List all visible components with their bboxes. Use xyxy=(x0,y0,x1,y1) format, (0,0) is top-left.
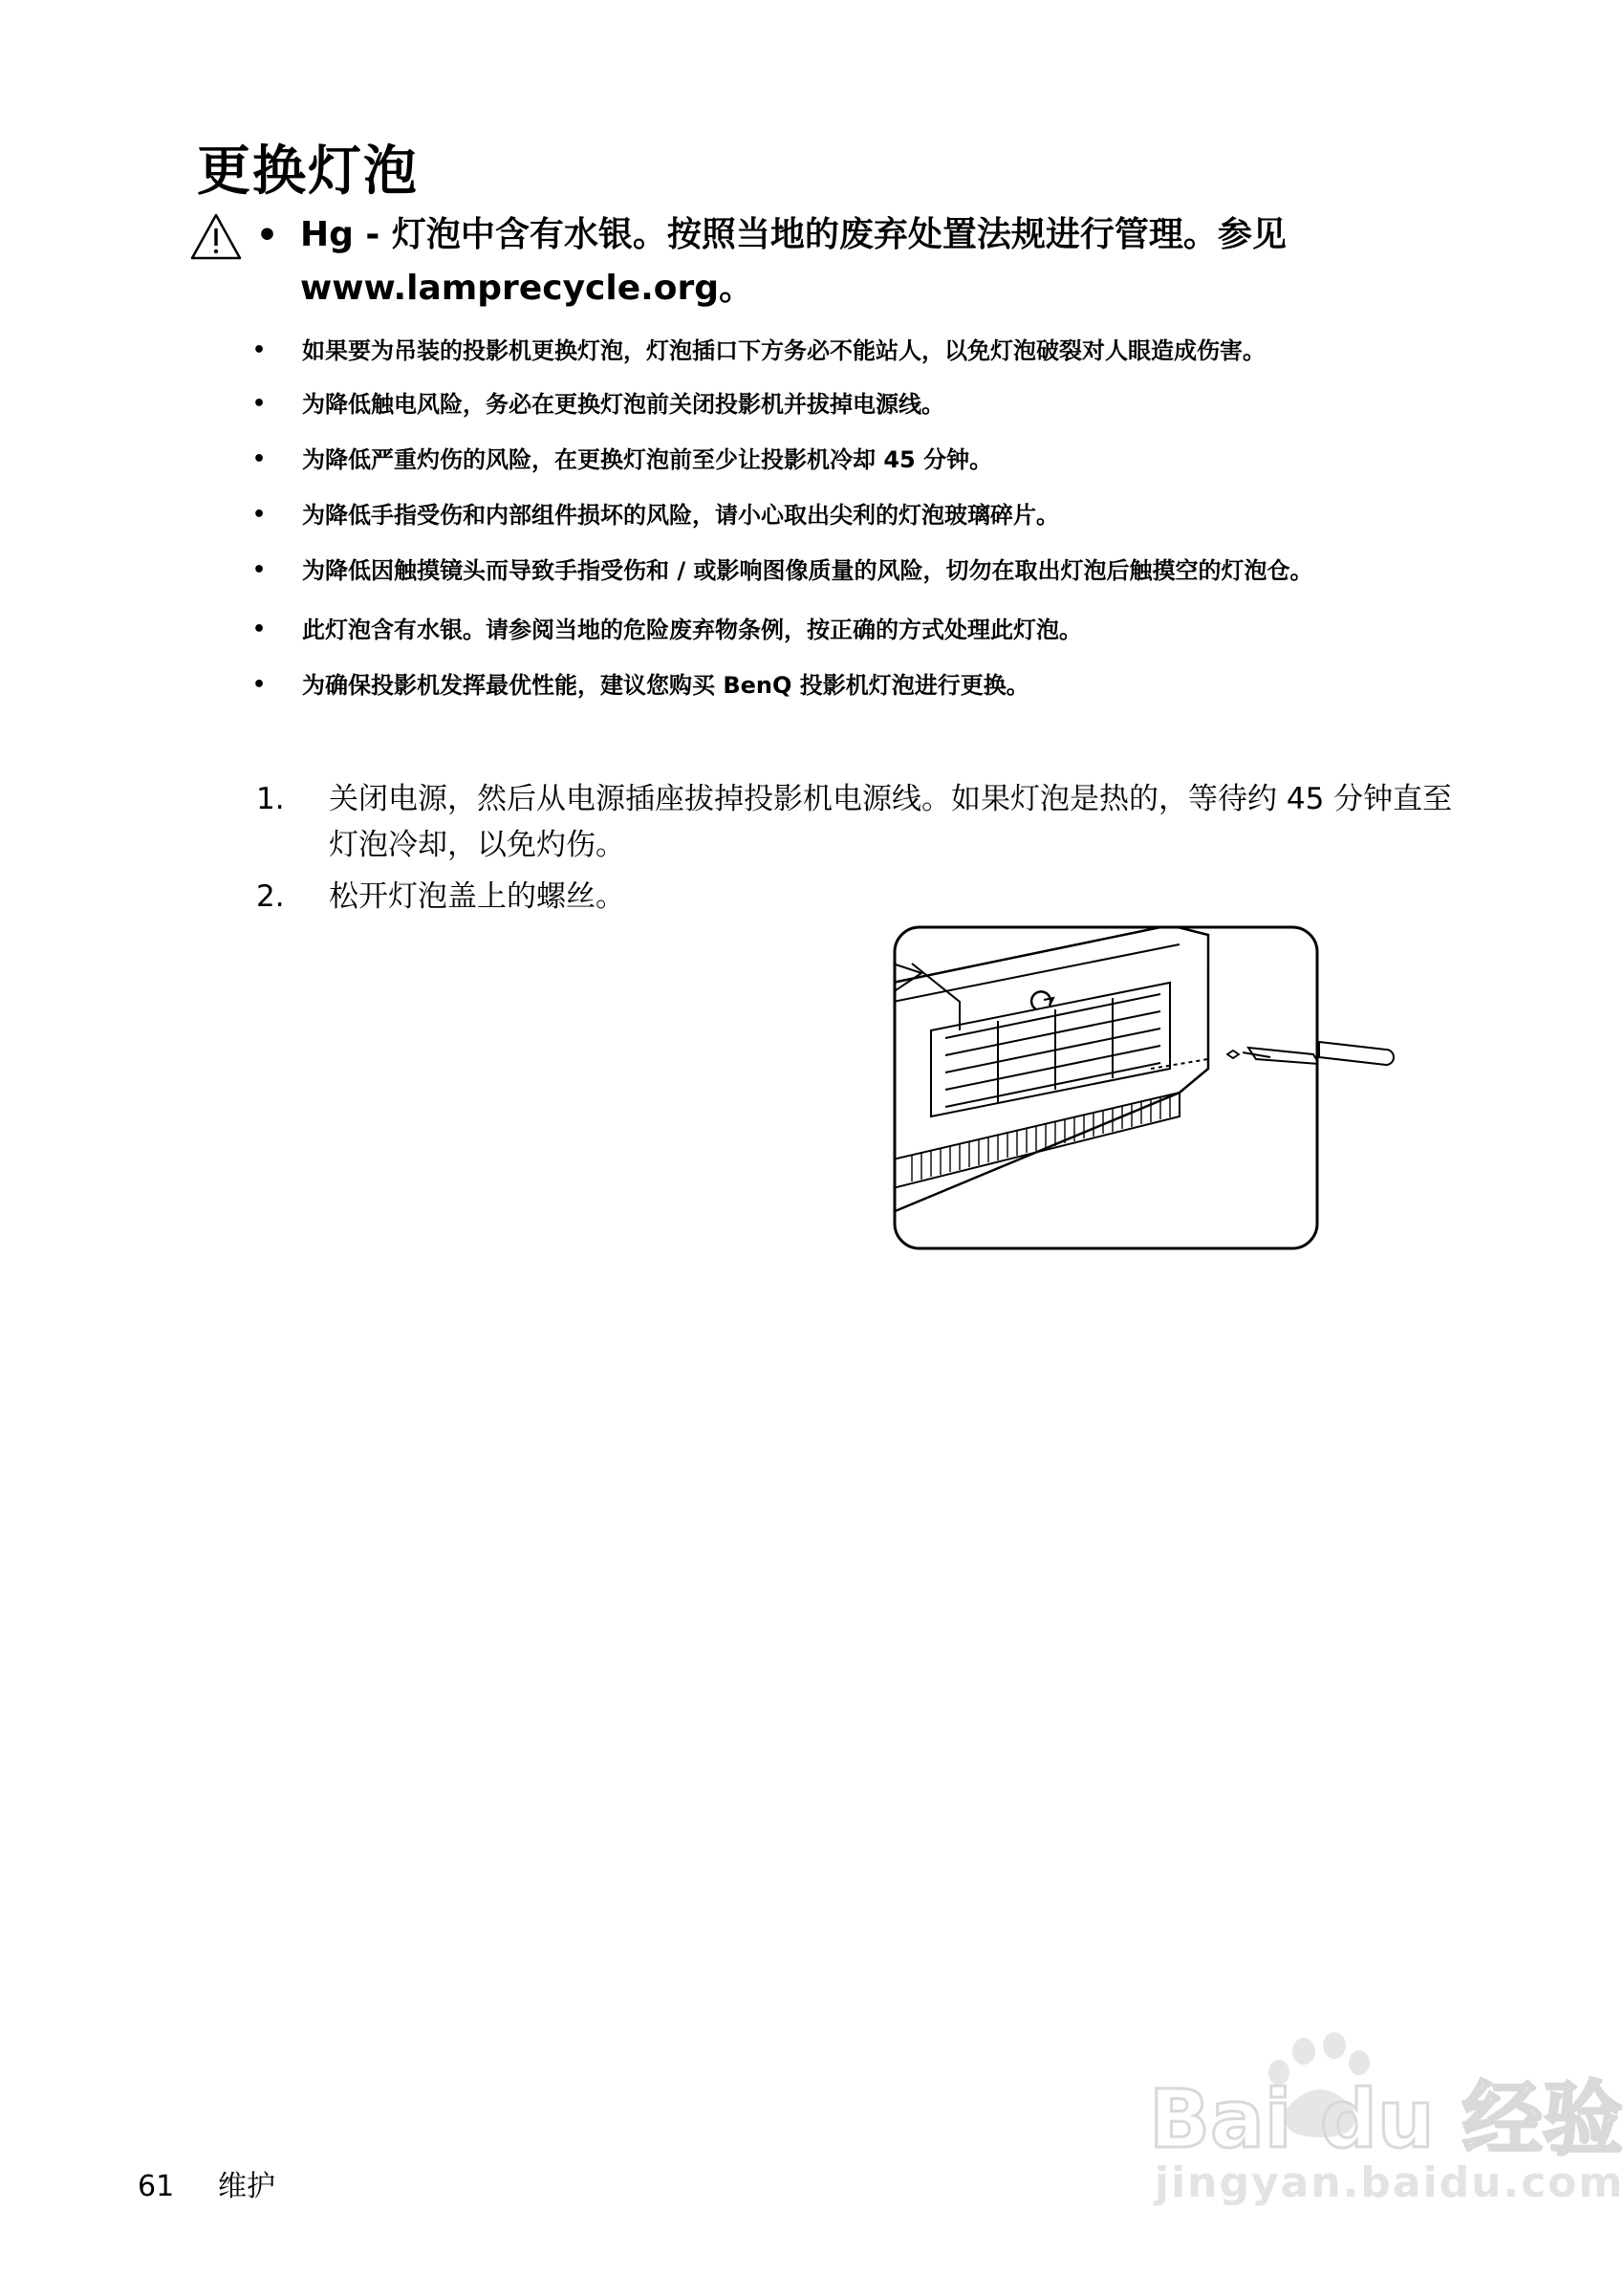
caution-item: • 为降低手指受伤和内部组件损坏的风险，请小心取出尖利的灯泡玻璃碎片。 xyxy=(250,497,1455,533)
step-list xyxy=(250,776,1455,925)
step-text: 松开灯泡盖上的螺丝。 xyxy=(329,879,625,914)
caution-item: • 为降低严重灼伤的风险，在更换灯泡前至少让投影机冷却 45 分钟。 xyxy=(250,442,1455,478)
step-item xyxy=(250,874,1455,920)
caution-item: • 为确保投影机发挥最优性能，建议您购买 BenQ 投影机灯泡进行更换。 xyxy=(250,667,1455,704)
step-text: 关闭电源，然后从电源插座拔掉投影机电源线。如果灯泡是热的，等待约 45 分钟直至灯泡冷却，以免灼伤。 xyxy=(329,782,1453,862)
warning-text: Hg - 灯泡中含有水银。按照当地的废弃处置法规进行管理。参见 www.lamprecycle.org。 xyxy=(300,215,1287,308)
caution-item: • 此灯泡含有水银。请参阅当地的危险废弃物条例，按正确的方式处理此灯泡。 xyxy=(250,612,1455,648)
step-number: 1. xyxy=(256,782,285,816)
step-number: 2. xyxy=(256,879,285,914)
caution-list xyxy=(250,325,1455,704)
screwdriver-handle-illustration xyxy=(1319,1032,1405,1071)
watermark-logo-text: Bai du 经验 xyxy=(1149,2072,1623,2166)
section-name: 维护 xyxy=(218,2170,275,2203)
caution-item: • 为降低因触摸镜头而导致手指受伤和 / 或影响图像质量的风险，切勿在取出灯泡后触摸空的灯泡仓。 xyxy=(250,552,1455,589)
warning-bullet: • xyxy=(256,216,279,255)
page-number: 61 xyxy=(138,2170,175,2203)
caution-item: • 如果要为吊装的投影机更换灯泡，灯泡插口下方务必不能站人，以免灯泡破裂对人眼造成伤害。 xyxy=(250,333,1455,369)
page-title: 更换灯泡 xyxy=(197,141,419,203)
warning-icon xyxy=(189,212,243,262)
step-item xyxy=(250,776,1455,868)
caution-item: • 为降低触电风险，务必在更换灯泡前关闭投影机并拔掉电源线。 xyxy=(250,386,1455,422)
watermark-url: jingyan.baidu.com xyxy=(1155,2158,1624,2207)
lamp-cover-screw-illustration xyxy=(893,925,1319,1250)
